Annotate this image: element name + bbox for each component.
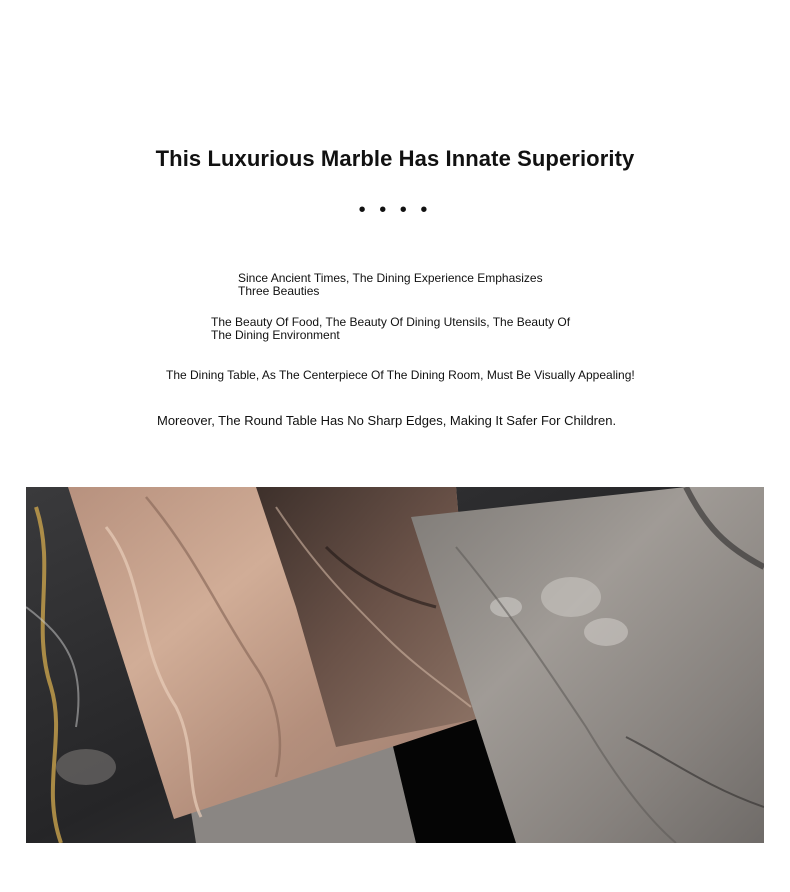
safety-text: Moreover, The Round Table Has No Sharp Edges, Making It Safer For Children. xyxy=(157,413,617,428)
intro-line-2: Three Beauties xyxy=(238,284,320,298)
divider-dots: • • • • xyxy=(358,199,432,221)
beauty-paragraph xyxy=(211,316,583,342)
beauty-line-2: The Dining Environment xyxy=(211,328,340,342)
intro-line-1: Since Ancient Times, The Dining Experience Emphasizes xyxy=(238,271,543,285)
intro-paragraph xyxy=(238,272,558,298)
page-title: This Luxurious Marble Has Innate Superiority xyxy=(155,146,635,171)
beauty-line-1: The Beauty Of Food, The Beauty Of Dining Utensils, The Beauty Of xyxy=(211,315,571,329)
marble-slabs-photo xyxy=(26,487,764,843)
table-appeal-text: The Dining Table, As The Centerpiece Of The Dining Room, Must Be Visually Appealing! xyxy=(166,368,635,382)
